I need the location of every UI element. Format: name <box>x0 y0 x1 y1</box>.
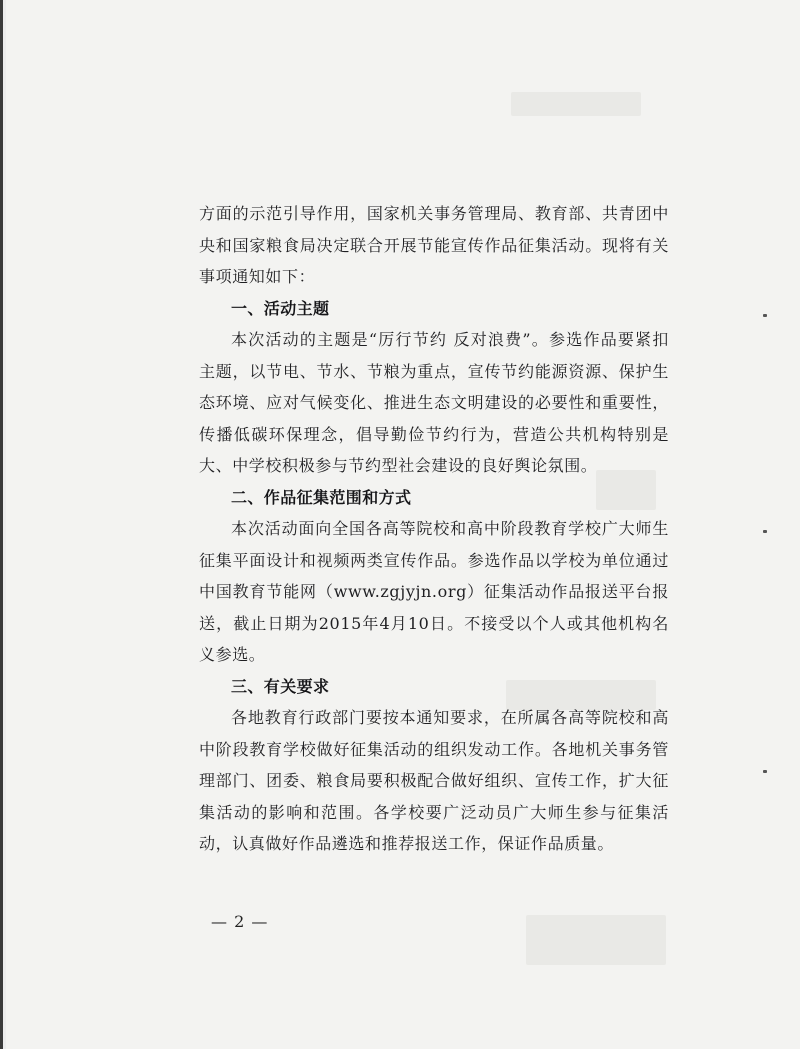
section-heading: 二、作品征集范围和方式 <box>231 487 412 507</box>
scanned-page <box>6 0 800 1049</box>
page-number: — 2 — <box>211 912 269 931</box>
section-heading: 三、有关要求 <box>231 676 330 696</box>
viewer-left-border <box>0 0 3 1049</box>
body-paragraph: 本次活动的主题是“厉行节约 反对浪费”。参选作品要紧扣主题，以节电、节水、节粮为重点，宣传节约能源资源、保护生态环境、应对气候变化、推进生态文明建设的必要性和重要性，传播低碳环保理念，倡导勤俭节约行为，营造公共机构特别是大、中学校积极参与节约型社会建设的良好舆论氛围。 <box>199 330 669 475</box>
scan-bleed-mark <box>526 915 666 965</box>
section-heading: 一、活动主题 <box>231 298 330 318</box>
body-paragraph: 方面的示范引导作用，国家机关事务管理局、教育部、共青团中央和国家粮食局决定联合开展节能宣传作品征集活动。现将有关事项通知如下： <box>199 204 669 286</box>
margin-speck <box>763 770 767 773</box>
margin-speck <box>763 530 767 533</box>
body-paragraph: 各地教育行政部门要按本通知要求，在所属各高等院校和高中阶段教育学校做好征集活动的组织发动工作。各地机关事务管理部门、团委、粮食局要积极配合做好组织、宣传工作，扩大征集活动的影响和范围。各学校要广泛动员广大师生参与征集活动，认真做好作品遴选和推荐报送工作，保证作品质量。 <box>199 708 669 853</box>
body-paragraph: 本次活动面向全国各高等院校和高中阶段教育学校广大师生征集平面设计和视频两类宣传作品。参选作品以学校为单位通过中国教育节能网（www.zgjyjn.org）征集活动作品报送平台报送，截止日期为2015年4月10日。不接受以个人或其他机构名义参选。 <box>199 519 669 664</box>
scan-bleed-mark <box>511 92 641 116</box>
margin-speck <box>763 314 767 317</box>
document-body <box>199 198 669 860</box>
